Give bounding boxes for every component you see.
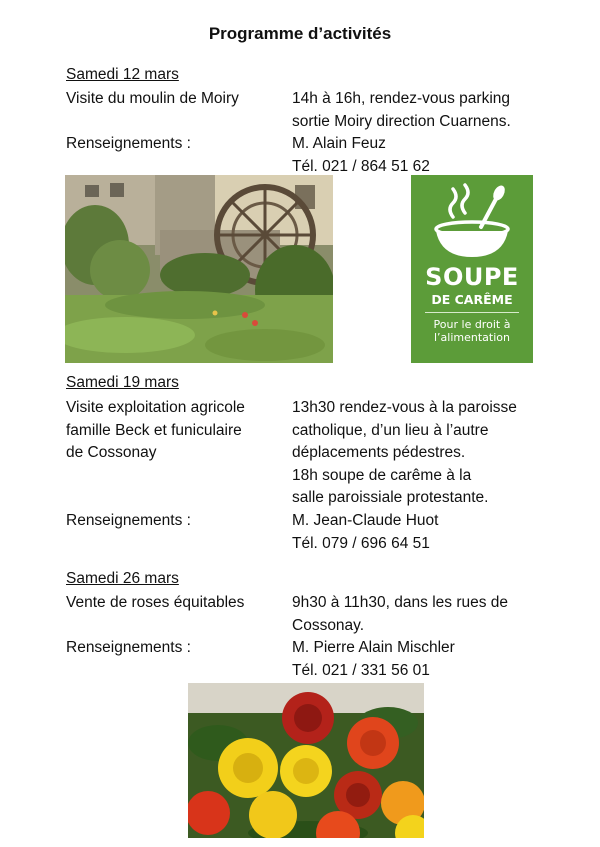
event-details-3 [292,592,592,637]
activity-line: Visite du moulin de Moiry [66,90,239,107]
contact-1 [292,133,592,178]
contact-name: M. Jean-Claude Huot [292,512,439,529]
event-activity-1 [66,88,286,111]
info-label-3 [66,637,286,660]
activity-line: famille Beck et funiculaire [66,421,242,439]
info-label-1 [66,133,286,156]
logo-tagline [411,318,533,344]
logo-title: SOUPE [425,263,519,291]
info-label: Renseignements : [66,512,191,529]
logo-tagline-line: Pour le droit à [433,318,511,331]
activity-line: Visite exploitation agricole [66,399,245,416]
info-label: Renseignements : [66,639,191,656]
event-date-3: Samedi 26 mars [66,570,179,587]
activity-line: de Cossonay [66,444,157,461]
details-line: 9h30 à 11h30, dans les rues de [292,594,509,611]
event-activity-2 [66,397,286,465]
details-line: sortie Moiry direction Cuarnens. [292,112,511,130]
mill-photo [65,175,333,363]
details-line: catholique, d’un lieu à l’autre [292,421,489,439]
logo-tagline-line: l’alimentation [434,331,510,344]
info-label: Renseignements : [66,135,191,152]
info-label-2 [66,510,286,533]
event-date-1: Samedi 12 mars [66,66,179,83]
contact-phone: Tél. 021 / 864 51 62 [292,157,430,175]
details-line: Cossonay. [292,616,365,634]
event-details-1 [292,88,592,133]
soup-bowl-icon [411,175,533,263]
contact-3 [292,637,592,682]
details-line: 13h30 rendez-vous à la paroisse [292,399,517,416]
event-date-2: Samedi 19 mars [66,374,179,391]
details-line: 14h à 16h, rendez-vous parking [292,90,511,107]
details-line: 18h soupe de carême à la [292,466,472,484]
roses-photo [188,683,424,838]
contact-phone: Tél. 021 / 331 56 01 [292,661,430,679]
contact-phone: Tél. 079 / 696 64 51 [292,534,430,552]
logo-subtitle: DE CARÊME [431,292,513,307]
mill-photo-illustration [65,175,333,363]
roses-photo-illustration [188,683,424,838]
event-details-2 [292,397,592,510]
details-line: déplacements pédestres. [292,444,466,461]
logo-divider [425,312,519,313]
contact-name: M. Pierre Alain Mischler [292,639,455,656]
contact-name: M. Alain Feuz [292,135,386,152]
contact-2 [292,510,592,555]
details-line: salle paroissiale protestante. [292,489,489,506]
event-activity-3 [66,592,286,615]
activity-line: Vente de roses équitables [66,594,245,611]
soupe-de-careme-logo [411,175,533,363]
page-title: Programme d’activités [208,24,392,43]
